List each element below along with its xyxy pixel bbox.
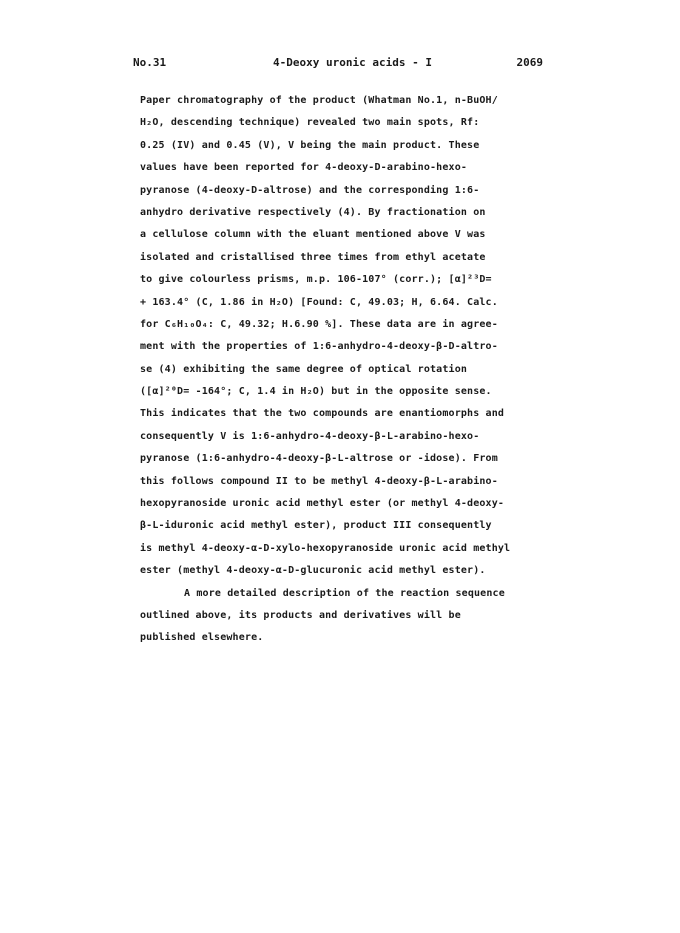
paragraph-start-line: A more detailed description of the reaction sequence: [184, 587, 505, 599]
journal-number: No.31: [133, 56, 167, 69]
running-title: 4-Deoxy uronic acids - I: [273, 56, 432, 69]
text-line: for C₆H₁₀O₄: C, 49.32; H.6.90 %]. These data are in agree-: [140, 318, 498, 330]
text-line: ([α]²⁰D= -164°; C, 1.4 in H₂O) but in the opposite sense.: [140, 386, 492, 398]
text-line: published elsewhere.: [140, 632, 264, 644]
text-line: values have been reported for 4-deoxy-D-arabino-hexo-: [140, 162, 468, 174]
text-line: to give colourless prisms, m.p. 106-107° (corr.); [α]²³D=: [140, 274, 492, 286]
text-line: outlined above, its products and derivatives will be: [140, 609, 461, 621]
text-line: 0.25 (IV) and 0.45 (V), V being the main product. These: [140, 139, 480, 151]
text-line: consequently V is 1:6-anhydro-4-deoxy-β-L-arabino-hexo-: [140, 430, 480, 442]
text-line: + 163.4° (C, 1.86 in H₂O) [Found: C, 49.03; H, 6.64. Calc.: [140, 296, 498, 308]
text-line: ment with the properties of 1:6-anhydro-4-deoxy-β-D-altro-: [140, 341, 498, 353]
text-line: ester (methyl 4-deoxy-α-D-glucuronic acid methyl ester).: [140, 565, 486, 577]
text-line: pyranose (1:6-anhydro-4-deoxy-β-L-altrose or -idose). From: [140, 453, 498, 465]
text-line: anhydro derivative respectively (4). By fractionation on: [140, 206, 486, 218]
page-header: [133, 56, 543, 72]
text-line: pyranose (4-deoxy-D-altrose) and the corresponding 1:6-: [140, 184, 480, 196]
text-line: se (4) exhibiting the same degree of optical rotation: [140, 363, 468, 375]
text-line: H₂O, descending technique) revealed two main spots, Rf:: [140, 117, 480, 129]
text-line: a cellulose column with the eluant mentioned above V was: [140, 229, 486, 241]
page-number: 2069: [516, 56, 543, 69]
text-line: This indicates that the two compounds are enantiomorphs and: [140, 408, 505, 420]
text-line: this follows compound II to be methyl 4-deoxy-β-L-arabino-: [140, 475, 498, 487]
text-line: Paper chromatography of the product (Whatman No.1, n-BuOH/: [140, 95, 498, 106]
body-text: [140, 90, 540, 650]
text-line: hexopyranoside uronic acid methyl ester (or methyl 4-deoxy-: [140, 498, 505, 510]
text-line: is methyl 4-deoxy-α-D-xylo-hexopyranoside uronic acid methyl: [140, 542, 511, 554]
text-line: isolated and cristallised three times from ethyl acetate: [140, 251, 486, 263]
text-line: β-L-iduronic acid methyl ester), product III consequently: [140, 520, 492, 532]
